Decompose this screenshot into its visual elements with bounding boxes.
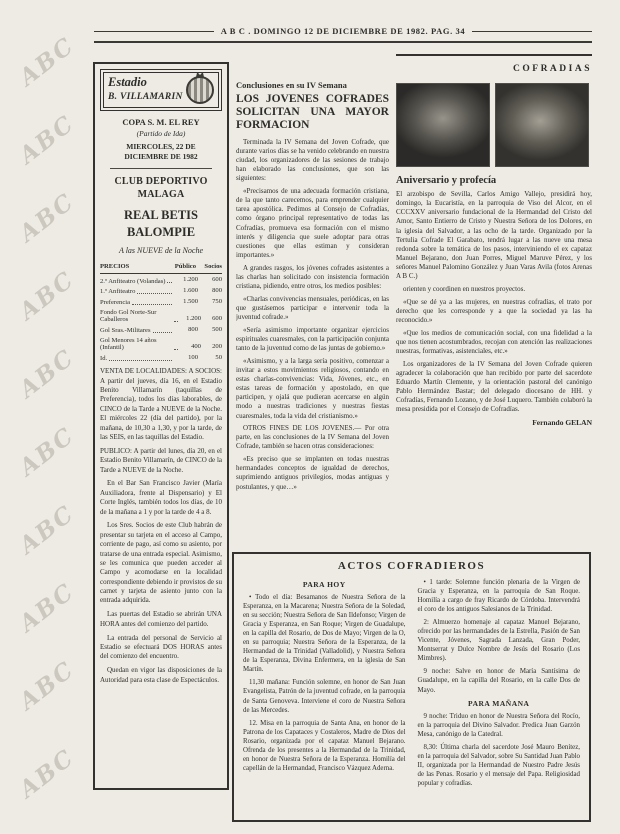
price-socios: 500 <box>212 325 222 333</box>
price-socios: 600 <box>212 315 222 323</box>
dotted-leader <box>109 360 172 361</box>
dotted-leader <box>167 282 172 283</box>
article-paragraph: A grandes rasgos, los jóvenes cofrades asistentes a las charlas han solicitado con insistencia formación cristiana, pidiendo, entre otros, los medios posibles: <box>236 263 389 290</box>
price-publico: 800 <box>188 325 198 333</box>
article-paragraph: Terminada la IV Semana del Joven Cofrade, que durante varios días se ha venido celebrando en nuestra ciudad, los organizadores de las sesiones de trabajo han elaborado las conclusiones, que son las siguientes: <box>236 137 389 183</box>
abc-watermark: ABC <box>14 655 80 716</box>
advert-paragraph: Las puertas del Estadio se abrirán UNA HORA antes del comienzo del partido. <box>100 610 222 628</box>
price-publico: 1.200 <box>183 276 198 284</box>
article-paragraph: «Sería asimismo importante organizar ejercicios espirituales cuaresmales, con la participación conjunta tanto de la juventud como de las juntas de gobierno.» <box>236 325 389 352</box>
price-publico: 400 <box>191 343 201 351</box>
price-publico: 100 <box>188 353 198 361</box>
price-col-socios: Socios <box>204 262 222 270</box>
photo-strip <box>396 83 592 167</box>
price-publico: 1.500 <box>183 298 198 305</box>
para-hoy-heading: PARA HOY <box>302 580 346 589</box>
abc-watermark: ABC <box>14 109 80 170</box>
actos-item: 12. Misa en la parroquia de Santa Ana, en honor de la Patrona de los Capataces y Costaleros, Madre de Dios del Rosario, organizada por el capataz Manuel Bejarano. Ofrenda de los presentes a la Hermandad de la Trinidad, en honor de Nuestra Señora de la Esperanza. Homilía del capellán de la Hermandad, Francisco Vázquez Aderna. <box>243 719 406 772</box>
actos-item: • 1 tarde: Solemne función plenaria de la Virgen de Gracia y Esperanza, en la parroquia de San Roque. Homilía a cargo de fray Ricardo de Córdoba. Intervendrá el coro de los antiguos Salesianos de la Trinidad. <box>417 579 580 614</box>
actos-item: • Todo el día: Besamanos de Nuestra Señora de la Esperanza, en la Macarena; Nuestra Señora de la Soledad, en su sección; Nuestra Señora de San Ildefonso; Virgen de Gracia y Esperanza, en San Roque; Virgen de Guadalupe, en la capilla del Rosario, de Dos de Mayo; Virgen de la O, en su parroquia; Nuestra Señora de la Esperanza, de la Hermandad de la Trinidad (Valladolid), y Nuestra Señora de la Esperanza, Divina Enfermera, en la iglesia de San Martín. <box>243 594 406 674</box>
portrait-photo-2 <box>495 83 589 167</box>
advert-paragraph: Quedan en vigor las disposiciones de la Autoridad para esta clase de Espectáculos. <box>100 666 222 684</box>
actos-item: 9 noche: Triduo en honor de Nuestra Señora del Rocío, en la parroquia del Divino Salvador. Predica Juan Garzón Mesa, canónigo de la Catedral. <box>417 712 580 738</box>
masthead-rule-left <box>94 31 214 32</box>
dotted-leader <box>174 321 178 322</box>
advert-paragraph: En el Bar San Francisco Javier (María Auxiliadora, frente al Dispensario) y El Corte Inglés, también todos los días, de 10 de la mañana a 1 y por la tarde de 4 a 8. <box>100 479 222 516</box>
abc-watermark: ABC <box>14 343 80 404</box>
actos-item: 11,30 mañana: Función solemne, en honor de San Juan Evangelista, Patrón de la juventud cofrade, en la parroquia de Santa Genoveva. Interviene el coro de Nuestra Señora de las Mercedes. <box>243 679 406 714</box>
price-label: Preferencia <box>100 299 131 307</box>
price-socios: 800 <box>212 287 222 295</box>
article-paragraph: «Asimismo, y a la larga sería positivo, comenzar a invitar a estos movimientos religiosos, contando en estas charlas-convivencias: Vida, Jóvenes, etc., en estas tareas de formación y apostolado, en que participen, y ojalá que pudieran acercarse en algún modo a nuestras tradiciones y nuestras fiestas cuaresmales, toda la vida del cristianismo.» <box>236 356 389 420</box>
price-col-publico: Público <box>174 262 196 270</box>
stadium-name: B. VILLAMARIN <box>108 91 183 102</box>
cofradias-paragraph: Los organizadores de la IV Semana del Joven Cofrade quieren agradecer la colaboración que han recibido por parte del sacerdote Eduardo Martín Clemente, y la orientación pastoral del canónigo Pablo Hermández Bastar; del delegado diocesano de HH. y Cofradías, Fernando Lozano, y de José Luquero. También colaboró la mesa presidida por el Consejo de Cofradías. <box>396 359 592 414</box>
advert-paragraph: Los Sres. Socios de este Club habrán de presentar su tarjeta en el acceso al Campo, corriente de pago, así como su asiento, por tratarse de una entrada especial. Asimismo, se les comunica que pueden acceder al Campo y acomodarse en la localidad correspondiente debiendo ir provistos de su carnet y tarjeta de asiento junto con la entrada adquirida. <box>100 521 222 605</box>
price-publico: 1.600 <box>183 287 198 295</box>
page-masthead <box>94 26 592 43</box>
abc-watermark: ABC <box>14 577 80 638</box>
price-row <box>100 326 222 335</box>
team-malaga: CLUB DEPORTIVO MALAGA <box>114 175 208 200</box>
abc-watermark: ABC <box>14 265 80 326</box>
photos-heading: Aniversario y profecía <box>396 175 497 186</box>
price-col-label: PRECIOS <box>100 262 130 270</box>
section-rule <box>396 54 592 76</box>
price-label: Gol Menores 14 años (Infantil) <box>100 336 157 352</box>
portrait-photo-1 <box>396 83 490 167</box>
actos-box <box>232 552 591 822</box>
match-time: A las NUEVE de la Noche <box>118 245 204 255</box>
price-table-header <box>100 263 222 275</box>
price-label: Gol Sras.-Militares <box>100 327 151 335</box>
abc-watermark: ABC <box>14 31 80 92</box>
cup-title: COPA S. M. EL REY <box>122 117 200 127</box>
dotted-leader <box>132 304 172 305</box>
masthead-rule-right <box>472 31 592 32</box>
price-socios: 600 <box>212 276 222 284</box>
article-column <box>236 80 389 548</box>
actos-title: ACTOS COFRADIEROS <box>337 560 486 572</box>
advert-paragraph: La entrada del personal de Servicio al Estadio se efectuará DOS HORAS antes del comienzo del encuentro. <box>100 633 222 661</box>
article-paragraph: «Charlas convivencias mensuales, periódicas, en las que gustásemos participar e intervenir toda la juventud cofrade.» <box>236 294 389 321</box>
price-publico: 1.200 <box>186 315 201 323</box>
advert-paragraph: VENTA DE LOCALIDADES: A SOCIOS: A partir del jueves, día 16, en el Estadio Benito Villamarín (taquillas de Preferencia), todos los días laborables, de CINCO de la Tarde a NUEVE de la Noche. El miércoles 22 (día del partido), por la mañana, de 10,30 a 1,30, y por la tarde, de las SEIS, en las taquillas del Estadio. <box>100 367 222 441</box>
club-crest-icon <box>186 76 214 104</box>
author-signature: Fernando GELAN <box>532 418 592 428</box>
actos-item: 9 noche: Salve en honor de María Santísima de Guadalupe, en la capilla del Rosario, en la calle Dos de Mayo. <box>417 668 580 694</box>
price-row <box>100 337 222 352</box>
actos-item: 2: Almuerzo homenaje al capataz Manuel Bejarano, ofrecido por las hermandades de la Estrella, Pasión de San Vicente, Jóvenes, Sagrada Lanzada, Gran Poder, Montserrat y Dulce Nombre de Jesús del Rosario (Los Mimbres). <box>417 619 580 663</box>
price-label: 2.º Anfiteatro (Volandas) <box>100 277 166 285</box>
article-headline: LOS JOVENES COFRADES SOLICITAN UNA MAYOR FORMACION <box>236 93 389 131</box>
stadium-advert <box>93 62 229 790</box>
article-paragraph: OTROS FINES DE LOS JOVENES.— Por otra parte, en las conclusiones de la IV Semana del Joven Cofrade, también se hacen otras consideraciones: <box>236 424 389 451</box>
abc-watermark: ABC <box>14 743 80 804</box>
leg-note: (Partido de Ida) <box>136 129 186 139</box>
abc-watermark: ABC <box>14 499 80 560</box>
article-kicker: Conclusiones en su IV Semana <box>236 80 347 90</box>
advert-header-frame <box>100 69 222 111</box>
match-date: MIERCOLES, 22 DE DICIEMBRE DE 1982 <box>124 142 198 162</box>
article-paragraph: «Es preciso que se implanten en todas nuestras hermandades conceptos de igualdad de derechos, suprimiendo antiguos privilegios, modas antiguas y postulantes, y que…» <box>236 455 389 491</box>
advert-divider <box>110 168 212 169</box>
masthead-bottom-rule <box>94 41 592 43</box>
masthead-dateline: A B C . DOMINGO 12 DE DICIEMBRE DE 1982. PAG. 34 <box>220 26 466 36</box>
team-betis: REAL BETIS BALOMPIE <box>124 208 198 240</box>
abc-watermark: ABC <box>14 187 80 248</box>
para-manana-heading: PARA MAÑANA <box>468 698 530 708</box>
article-paragraph: «Precisamos de una adecuada formación cristiana, de la que tanto carecemos, para emprender cualquier tarea apostólica. Pedimos al Consejo de Cofradías, como órgano principal representativo de todas las Cofradías, promueva esa formación con el mismo interés y diligencia que suele adoptar para otras cuestiones que ellas estiman y consideran importantes.» <box>236 186 389 259</box>
price-row <box>100 287 222 296</box>
price-row <box>100 298 222 307</box>
cofradias-paragraph: «Que se dé ya a las mujeres, en nuestras cofradías, el trato por derecho que les corresponde y a que la sociedad ya las ha reconocido.» <box>396 297 592 325</box>
actos-right-column <box>418 578 581 792</box>
dotted-leader <box>174 349 178 350</box>
advert-paragraph: PUBLICO: A partir del lunes, día 20, en el Estadio Benito Villamarín, de CINCO de la Tarde a NUEVE de la Noche. <box>100 446 222 474</box>
cofradias-lead: El arzobispo de Sevilla, Carlos Amigo Vallejo, presidirá hoy, domingo, la Eucaristía, en la parroquia de Viso del Alcor, en el CCCXXV aniversario fundacional de la Hermandad del Cristo del Amor, Santo Entierro de Cristo y Nuestra Señora de los Dolores, en la iglesia del Salvador, a las ocho de la tarde. Organizado por la Tertulia Cofrade El Garabato, tendrá lugar a las nueve una mesa redonda sobre la temática de los pasos, interviniendo el ex capataz Manuel Bejarano, don Juan Porres, Miguel Maruve Pérez, y los señores Manuel Palomino González y Juan Varas Avila (fotos Arenas A B C.) <box>396 190 592 281</box>
stadium-word: Estadio <box>108 75 147 90</box>
price-row <box>100 276 222 285</box>
price-label: Fondo Gol Norte-Sur Caballeros <box>100 308 157 324</box>
price-socios: 200 <box>212 343 222 351</box>
price-socios: 50 <box>215 353 222 361</box>
dotted-leader <box>137 293 172 294</box>
abc-watermark: ABC <box>14 421 80 482</box>
actos-item: 8,30: Última charla del sacerdote José Mauro Benítez, en la parroquia del Salvador, sobre Su Santidad Juan Pablo II, organizada por la Hermandad de Nuestro Padre Jesús de las Penas. Rosario y el mensaje del Papa. Religiosidad popular y cofradías. <box>417 743 580 787</box>
price-row <box>100 309 222 324</box>
price-socios: 750 <box>212 298 222 305</box>
cofradias-paragraph: orienten y coordinen en nuestros proyectos. <box>403 285 526 294</box>
price-row <box>100 354 222 363</box>
cofradias-paragraph: «Que los medios de comunicación social, con una fidelidad a la que nos tienen acostumbrados, recojan con atención las realizaciones nuestras, formativas, asistenciales, etc.» <box>396 328 592 355</box>
article-body <box>236 138 389 492</box>
actos-left-column <box>243 578 406 792</box>
cofradias-column <box>396 54 592 548</box>
dotted-leader <box>153 332 172 333</box>
section-title: COFRADIAS <box>513 64 592 74</box>
price-label: 1.º Anfiteatro <box>100 288 136 296</box>
price-label: Id. <box>100 355 108 363</box>
